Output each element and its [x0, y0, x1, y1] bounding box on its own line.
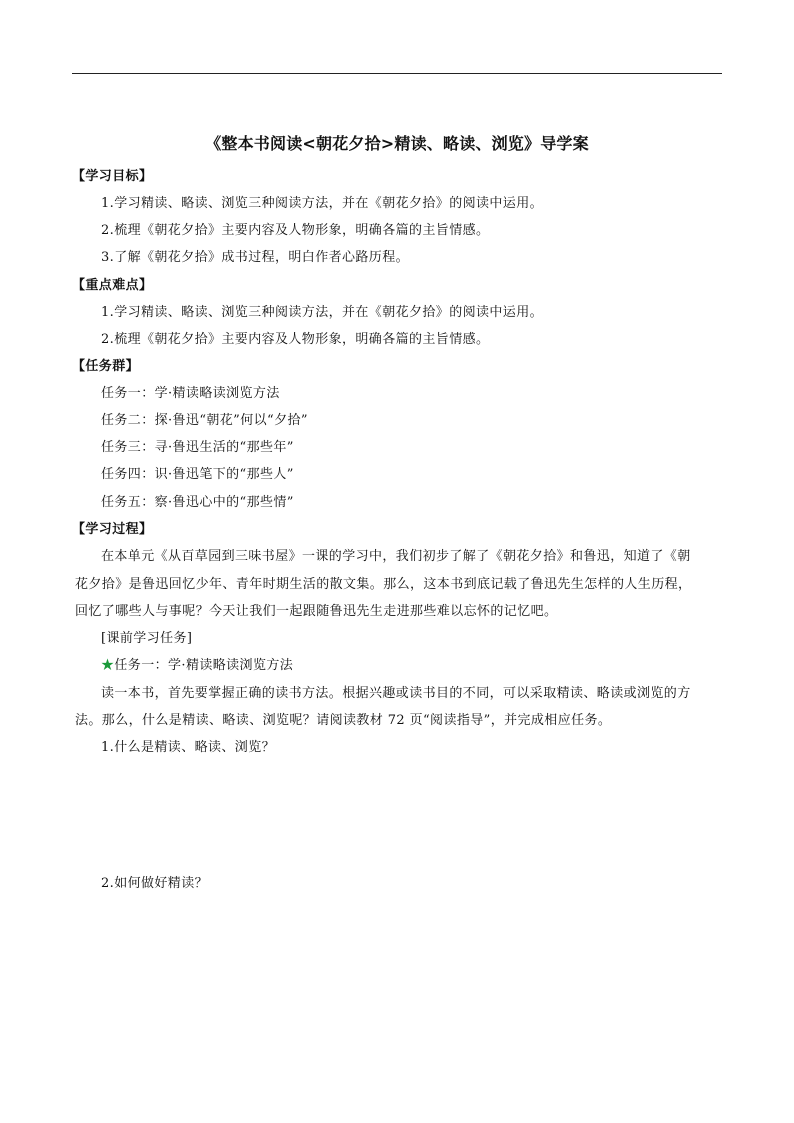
- task-item-5: 任务五：察·鲁迅心中的“那些情”: [101, 495, 294, 510]
- task-item-2: 任务二：探·鲁迅“朝花”何以“夕拾”: [101, 413, 308, 428]
- intro-line-1: 在本单元《从百草园到三味书屋》一课的学习中，我们初步了解了《朝花夕拾》和鲁迅，知道了《朝: [101, 549, 691, 564]
- key-point-item-1: 1.学习精读、略读、浏览三种阅读方法，并在《朝花夕拾》的阅读中运用。: [101, 305, 544, 320]
- intro-line-2: 花夕拾》是鲁迅回忆少年、青年时期生活的散文集。那么，这本书到底记载了鲁迅先生怎样的人生历程，: [75, 577, 692, 592]
- task-item-3: 任务三：寻·鲁迅生活的“那些年”: [101, 440, 294, 455]
- task1-label: 任务一：学·精读略读浏览方法: [114, 658, 294, 673]
- header-rule: [72, 73, 722, 74]
- task1-line-2: 法。那么，什么是精读、略读、浏览呢？请阅读教材 72 页“阅读指导”，并完成相应任务。: [75, 713, 612, 728]
- pre-class-label: [课前学习任务]: [101, 631, 193, 646]
- section-heading-process: 【学习过程】: [72, 522, 153, 537]
- goal-item-1: 1.学习精读、略读、浏览三种阅读方法，并在《朝花夕拾》的阅读中运用。: [101, 196, 544, 211]
- task-item-4: 任务四：识·鲁迅笔下的“那些人”: [101, 467, 294, 482]
- question-2: 2.如何做好精读？: [101, 876, 209, 891]
- key-point-item-2: 2.梳理《朝花夕拾》主要内容及人物形象，明确各篇的主旨情感。: [101, 332, 490, 347]
- document-title: 《整本书阅读<朝花夕拾>精读、略读、浏览》导学案: [205, 134, 589, 153]
- section-heading-goals: 【学习目标】: [72, 169, 153, 184]
- goal-item-3: 3.了解《朝花夕拾》成书过程，明白作者心路历程。: [101, 250, 410, 265]
- section-heading-key-points: 【重点难点】: [72, 278, 153, 293]
- intro-line-3: 回忆了哪些人与事呢？今天让我们一起跟随鲁迅先生走进那些难以忘怀的记忆吧。: [75, 604, 558, 619]
- task1-line-1: 读一本书，首先要掌握正确的读书方法。根据兴趣或读书目的不同，可以采取精读、略读或浏览的方: [101, 686, 691, 701]
- task-item-1: 任务一：学·精读略读浏览方法: [101, 386, 280, 401]
- star-icon: ★: [101, 658, 115, 673]
- goal-item-2: 2.梳理《朝花夕拾》主要内容及人物形象，明确各篇的主旨情感。: [101, 223, 490, 238]
- section-heading-tasks: 【任务群】: [72, 359, 140, 374]
- question-1: 1.什么是精读、略读、浏览？: [101, 740, 276, 755]
- task1-heading: [101, 657, 293, 675]
